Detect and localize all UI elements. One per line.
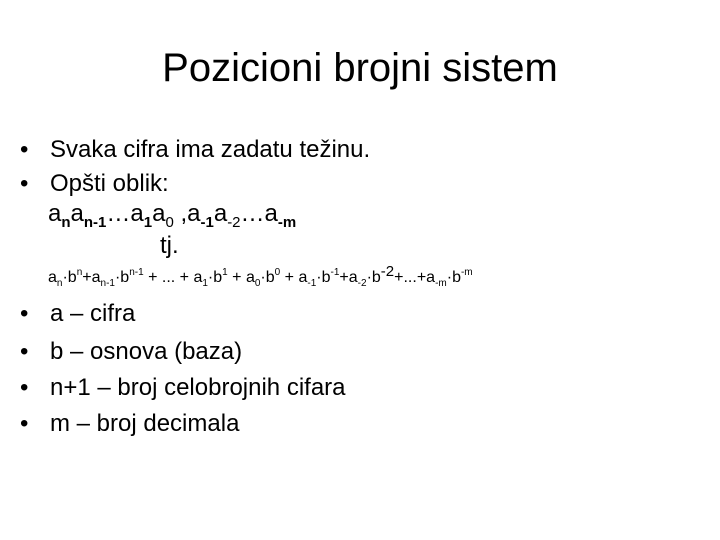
- bullet-marker: •: [20, 374, 29, 401]
- slide-title: Pozicioni brojni sistem: [162, 46, 558, 90]
- bullet-n-definition: n+1 – broj celobrojnih cifara: [50, 374, 346, 401]
- bullet-marker: •: [20, 300, 29, 327]
- bullet-a-definition: a – cifra: [50, 300, 136, 327]
- formula-subscript: -1: [307, 278, 317, 289]
- general-form-formula: [48, 200, 297, 231]
- formula-token: …a: [106, 200, 144, 227]
- formula-token: ·b: [207, 269, 223, 286]
- formula-subscript: n-1: [83, 214, 107, 231]
- formula-token: ·b: [316, 269, 331, 286]
- formula-subscript: -m: [435, 278, 447, 289]
- formula-subscript: 1: [202, 278, 208, 289]
- formula-token: a: [213, 200, 228, 227]
- bullet-marker: •: [20, 338, 29, 365]
- formula-token: ·b: [62, 269, 77, 286]
- bullet-marker: •: [20, 410, 29, 437]
- formula-subscript: n-1: [100, 278, 115, 289]
- formula-token: a: [48, 269, 57, 286]
- formula-subscript: 0: [254, 278, 261, 289]
- formula-subscript: -1: [200, 214, 214, 231]
- formula-token: ·b: [446, 269, 461, 286]
- formula-token: ·b: [260, 269, 275, 286]
- expansion-formula: [48, 263, 473, 289]
- formula-token: +...+a: [394, 269, 436, 286]
- formula-subscript: -m: [277, 214, 297, 231]
- formula-subscript: 0: [165, 214, 174, 231]
- formula-token: +a: [339, 269, 358, 286]
- formula-token: a: [70, 200, 84, 227]
- tj-label: tj.: [160, 232, 179, 259]
- formula-superscript: 0: [274, 267, 281, 278]
- formula-token: …a: [240, 200, 278, 227]
- formula-subscript: -2: [227, 214, 241, 231]
- bullet-general-form: Opšti oblik:: [50, 170, 169, 197]
- formula-superscript: n: [76, 267, 83, 278]
- bullet-weight: Svaka cifra ima zadatu težinu.: [50, 136, 371, 163]
- bullet-marker: •: [20, 136, 29, 163]
- formula-superscript: -2: [380, 263, 395, 280]
- formula-subscript: n: [56, 278, 63, 289]
- bullet-b-definition: b – osnova (baza): [50, 338, 243, 365]
- bullet-m-definition: m – broj decimala: [50, 410, 240, 437]
- formula-superscript: 1: [222, 267, 228, 278]
- formula-superscript: -1: [330, 267, 340, 278]
- formula-token: a: [152, 200, 166, 227]
- formula-token: ·b: [366, 269, 381, 286]
- formula-token: + a: [280, 269, 308, 286]
- formula-token: ·b: [114, 269, 130, 286]
- formula-token: +a: [82, 269, 101, 286]
- formula-subscript: -2: [357, 278, 367, 289]
- formula-token: + ... + a: [143, 269, 203, 286]
- formula-superscript: n-1: [129, 267, 144, 278]
- formula-superscript: -m: [460, 267, 473, 278]
- bullet-marker: •: [20, 170, 29, 197]
- formula-token: ,a: [173, 200, 201, 227]
- formula-token: a: [48, 200, 62, 227]
- formula-subscript: n: [61, 214, 71, 231]
- formula-token: + a: [227, 269, 255, 286]
- formula-subscript: 1: [143, 214, 153, 231]
